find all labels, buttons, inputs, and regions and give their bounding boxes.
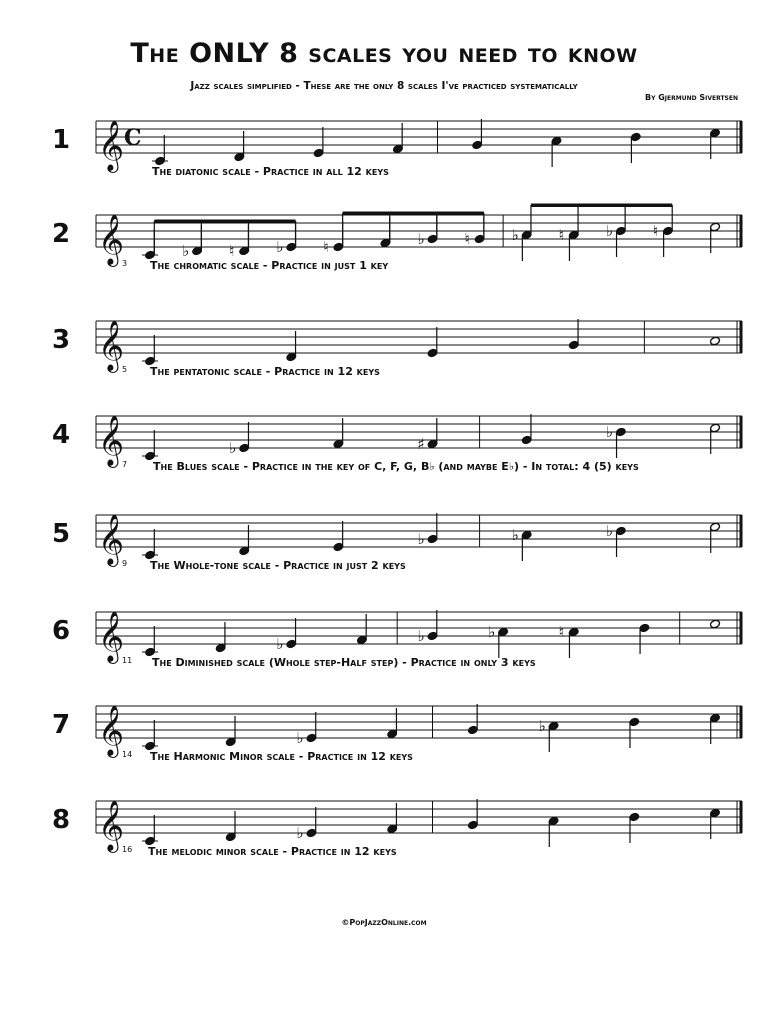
note	[629, 812, 640, 843]
scale-caption: The Diminished scale (Whole step-Half step) - Practice in only 3 keys	[152, 656, 536, 669]
treble-clef-icon: 𝄞	[98, 705, 125, 756]
note	[467, 799, 478, 830]
flat-icon: ♭	[229, 439, 237, 457]
scale-caption: The Blues scale - Practice in the key of C, F, G, B♭ (and maybe E♭) - In total: 4 (5) keys	[153, 460, 639, 473]
measure-number: 9	[122, 559, 128, 568]
measure-number: 16	[122, 845, 133, 854]
scale-number: 7	[52, 710, 71, 740]
scale-number: 8	[52, 805, 71, 835]
note	[225, 811, 236, 842]
scale-caption: The Harmonic Minor scale - Practice in 12 keys	[150, 750, 413, 763]
flat-icon: ♭	[417, 230, 425, 248]
scale-number: 6	[52, 616, 71, 646]
measure-number: 14	[122, 750, 133, 759]
scale-number: 2	[52, 219, 71, 249]
treble-clef-icon: 𝄞	[98, 415, 125, 466]
natural-icon: ♮	[323, 238, 329, 256]
flat-icon: ♭	[605, 522, 613, 540]
time-signature: C	[124, 125, 142, 151]
scale-caption: The diatonic scale - Practice in all 12 keys	[152, 165, 389, 178]
flat-icon: ♭	[296, 729, 304, 747]
note	[710, 808, 721, 839]
flat-icon: ♭	[605, 222, 613, 240]
treble-clef-icon: 𝄞	[98, 611, 125, 662]
flat-icon: ♭	[182, 242, 190, 260]
natural-icon: ♮	[464, 230, 470, 248]
copyright-footer: ©PopJazzOnline.com	[341, 918, 427, 927]
scale-number: 5	[52, 519, 71, 549]
flat-icon: ♭	[605, 423, 613, 441]
flat-icon: ♭	[276, 635, 284, 653]
natural-icon: ♮	[652, 222, 659, 240]
flat-icon: ♭	[417, 530, 425, 548]
measure-number: 5	[122, 365, 128, 374]
scale-caption: The chromatic scale - Practice in just 1 key	[150, 259, 389, 272]
flat-icon: ♭	[296, 824, 304, 842]
flat-icon: ♭	[511, 226, 519, 244]
scale-caption: The melodic minor scale - Practice in 12 keys	[148, 845, 397, 858]
treble-clef-icon: 𝄞	[98, 214, 125, 265]
scale-caption: The pentatonic scale - Practice in 12 keys	[150, 365, 380, 378]
author-byline: By Gjermund Sivertsen	[645, 93, 738, 102]
natural-icon: ♮	[558, 623, 565, 641]
measure-number: 11	[122, 656, 133, 665]
treble-clef-icon: 𝄞	[98, 800, 125, 851]
page-title: The ONLY 8 scales you need to know	[130, 38, 638, 69]
flat-icon: ♭	[488, 623, 496, 641]
measure-number: 7	[122, 460, 128, 469]
flat-icon: ♭	[538, 717, 546, 735]
flat-icon: ♭	[511, 526, 519, 544]
scale-number: 4	[52, 420, 71, 450]
scale-caption: The Whole-tone scale - Practice in just 2 keys	[150, 559, 406, 572]
page-subtitle: Jazz scales simplified - These are the only 8 scales I've practiced systematically	[190, 80, 578, 92]
sharp-icon: ♯	[417, 435, 425, 453]
treble-clef-icon: 𝄞	[98, 320, 125, 371]
natural-icon: ♮	[229, 242, 235, 260]
treble-clef-icon: 𝄞	[98, 514, 125, 565]
natural-icon: ♮	[558, 226, 565, 244]
scale-number: 1	[52, 125, 71, 155]
flat-icon: ♭	[276, 238, 284, 256]
scale-number: 3	[52, 325, 71, 355]
flat-icon: ♭	[417, 627, 425, 645]
note	[548, 816, 559, 847]
note	[142, 815, 158, 846]
measure-number: 3	[122, 259, 128, 268]
final-barline-thick	[740, 801, 743, 833]
note	[387, 803, 398, 834]
treble-clef-icon: 𝄞	[98, 120, 125, 171]
